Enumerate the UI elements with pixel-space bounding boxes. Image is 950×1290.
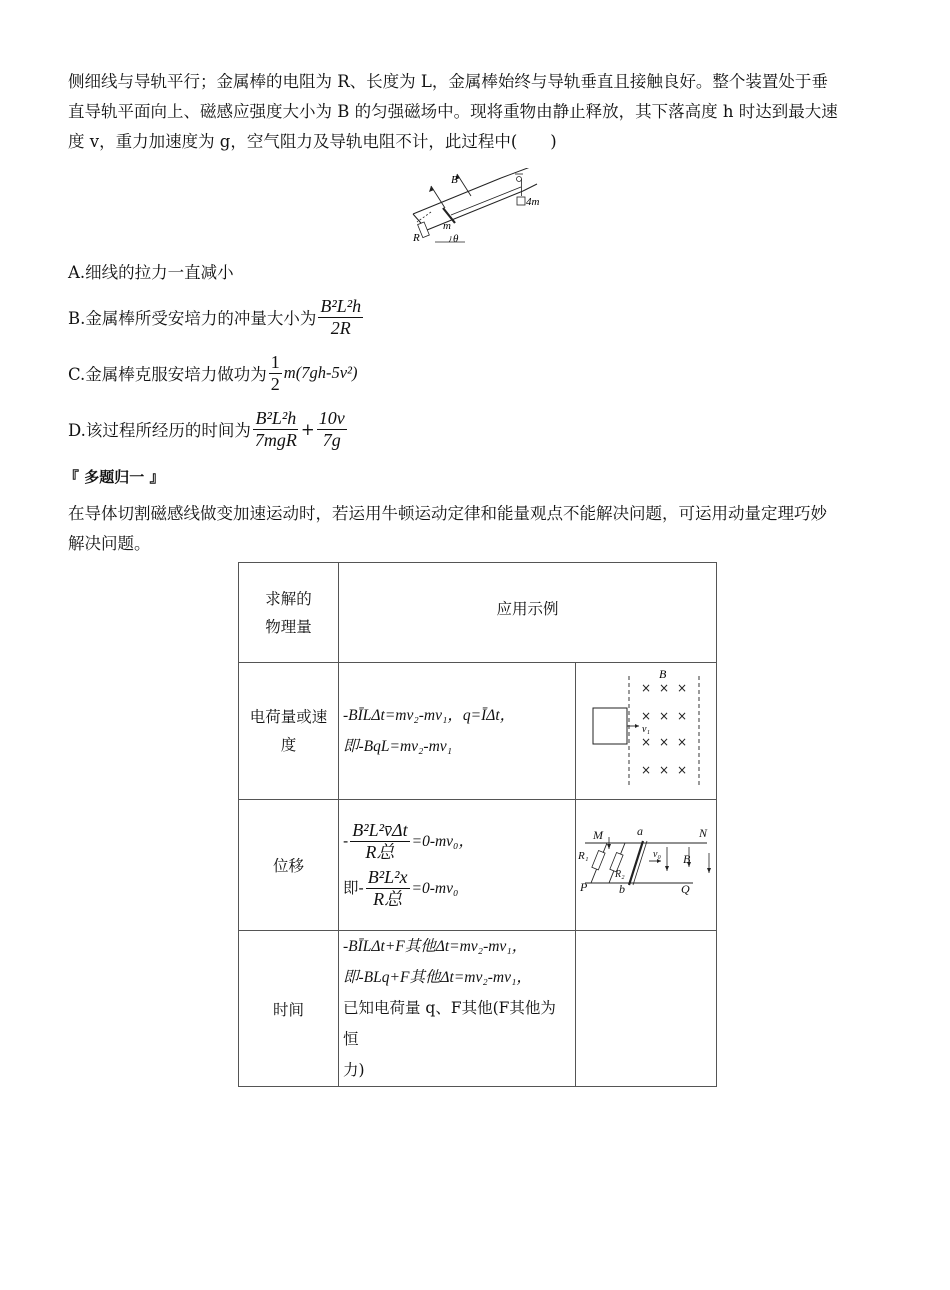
option-c-prefix: C.金属棒克服安培力做功为 bbox=[68, 365, 267, 384]
option-b-fraction bbox=[318, 296, 363, 339]
row1-label-line-2: 度 bbox=[280, 736, 297, 754]
row2-formula-line-2 bbox=[343, 867, 569, 910]
svg-text:×: × bbox=[677, 735, 688, 749]
svg-text:×: × bbox=[641, 681, 652, 695]
option-d bbox=[68, 406, 349, 452]
option-d-numerator-1: B²L²h bbox=[255, 407, 297, 428]
svg-text:×: × bbox=[641, 709, 652, 723]
option-d-plus: + bbox=[300, 419, 315, 439]
option-b-prefix: B.金属棒所受安培力的冲量大小为 bbox=[68, 309, 317, 328]
row2-formula-2-tail: =0-mv₀ bbox=[411, 880, 459, 897]
row2-formula-1-tail: =0-mv₀， bbox=[411, 833, 474, 850]
row2-formula-2-prefix: 即- bbox=[343, 879, 364, 897]
svg-text:×: × bbox=[659, 735, 670, 749]
figure-label-theta: θ bbox=[453, 233, 459, 245]
option-d-fraction-2 bbox=[317, 408, 347, 451]
row1-formula-line-1: -BĪLΔt=mv₂-mv₁，q=ĪΔt， bbox=[343, 707, 516, 724]
svg-text:×: × bbox=[659, 709, 670, 723]
row1-formula-line-2: 即-BqL=mv₂-mv₁ bbox=[343, 738, 453, 755]
table-row bbox=[239, 663, 717, 800]
row3-formula bbox=[339, 931, 576, 1087]
svg-text:×: × bbox=[641, 763, 652, 777]
svg-text:×: × bbox=[677, 763, 688, 777]
momentum-theorem-table bbox=[238, 562, 717, 1087]
row1-label bbox=[239, 663, 339, 800]
incline-rail-figure bbox=[405, 168, 555, 250]
row2-diagram-label-a: a bbox=[637, 824, 643, 838]
section-heading: 『 多题归一 』 bbox=[64, 468, 165, 486]
row2-fraction-1 bbox=[350, 820, 409, 863]
figure-label-weight: 4m bbox=[526, 196, 540, 208]
option-d-numerator-2: 10v bbox=[318, 407, 345, 428]
option-b-denominator: 2R bbox=[330, 317, 351, 338]
svg-text:×: × bbox=[659, 763, 670, 777]
row3-line-2: 即-BLq+F其他Δt=mv₂-mv₁， bbox=[343, 969, 532, 986]
figure-label-m: m bbox=[443, 220, 451, 232]
svg-text:×: × bbox=[659, 681, 670, 695]
option-a-text: A.细线的拉力一直减小 bbox=[68, 263, 234, 282]
option-b bbox=[68, 294, 365, 340]
row2-diagram-label-B: B bbox=[683, 852, 691, 866]
magnetic-field-square-loop-diagram bbox=[577, 664, 715, 798]
row2-diagram-label-M: M bbox=[593, 828, 603, 842]
svg-text:×: × bbox=[641, 735, 652, 749]
option-d-denominator-1: 7mgR bbox=[254, 429, 297, 450]
row3-line-1: -BĪLΔt+F其他Δt=mv₂-mv₁， bbox=[343, 938, 528, 955]
row3-line-4: 力) bbox=[343, 1061, 365, 1079]
row2-diagram-label-v0: v₀ bbox=[653, 849, 661, 860]
rails-resistors-diagram bbox=[577, 801, 715, 929]
option-c-numerator: 1 bbox=[270, 351, 280, 372]
option-c-fraction bbox=[269, 352, 282, 395]
option-a bbox=[68, 258, 234, 284]
svg-text:×: × bbox=[677, 681, 688, 695]
row2-fraction-2 bbox=[366, 867, 410, 910]
table-row bbox=[239, 931, 717, 1087]
row3-label: 时间 bbox=[239, 931, 339, 1087]
question-stem-line-1: 侧细线与导轨平行；金属棒的电阻为 R、长度为 L，金属棒始终与导轨垂直且接触良好。整个装置处于垂 bbox=[68, 72, 828, 91]
option-c-denominator: 2 bbox=[270, 373, 280, 394]
row2-fraction-2-denominator: R总 bbox=[373, 889, 403, 909]
row2-diagram-label-N: N bbox=[699, 826, 708, 840]
option-c bbox=[68, 350, 357, 396]
row2-diagram-cell bbox=[576, 800, 717, 931]
row2-diagram-label-Q: Q bbox=[681, 882, 690, 896]
header-example: 应用示例 bbox=[339, 563, 717, 663]
row2-diagram-label-b: b bbox=[619, 882, 625, 896]
row1-diagram-label-B: B bbox=[659, 667, 667, 681]
table-row bbox=[239, 800, 717, 931]
option-c-suffix: m(7gh-5v²) bbox=[283, 363, 358, 382]
row2-fraction-2-numerator: B²L²x bbox=[367, 867, 408, 887]
row3-line-3: 已知电荷量 q、F其他(F其他为恒 bbox=[343, 999, 556, 1048]
option-d-prefix: D.该过程所经历的时间为 bbox=[68, 421, 251, 440]
row2-fraction-1-denominator: R总 bbox=[365, 842, 395, 862]
table-header-row bbox=[239, 563, 717, 663]
header-quantity bbox=[239, 563, 339, 663]
option-d-fraction-1 bbox=[253, 408, 299, 451]
question-stem-line-3: 度 v，重力加速度为 g，空气阻力及导轨电阻不计，此过程中( ) bbox=[68, 132, 557, 151]
svg-text:×: × bbox=[677, 709, 688, 723]
row2-formula-line-1: - $\frac{\text{B²L²v̄Δt}}{\text{R总}}$ =0-mv₀， bbox=[343, 820, 474, 862]
row2-diagram-label-R1: R₁ bbox=[578, 850, 589, 862]
option-d-denominator-2: 7g bbox=[322, 429, 341, 450]
row1-formula bbox=[339, 663, 576, 800]
row2-formula bbox=[339, 800, 576, 931]
option-b-numerator: B²L²h bbox=[320, 295, 362, 316]
row1-diagram-cell bbox=[576, 663, 717, 800]
row1-label-line-1: 电荷量或速 bbox=[249, 708, 328, 726]
section-text-line-1: 在导体切割磁感线做变加速运动时，若运用牛顿运动定律和能量观点不能解决问题，可运用动量定理巧妙 bbox=[68, 504, 827, 523]
row2-label: 位移 bbox=[239, 800, 339, 931]
row2-fraction-1-numerator: B²L²v̄Δt bbox=[352, 820, 408, 840]
question-stem-line-2: 直导轨平面向上、磁感应强度大小为 B 的匀强磁场中。现将重物由静止释放，其下落高度 h 时达到最大速 bbox=[68, 102, 838, 121]
figure-label-B: B bbox=[451, 174, 458, 186]
row3-empty-cell bbox=[576, 931, 717, 1087]
row2-diagram-label-R2: R₂ bbox=[615, 869, 625, 880]
figure-label-R: R bbox=[413, 232, 420, 244]
header-quantity-line-2: 物理量 bbox=[265, 617, 312, 636]
header-quantity-line-1: 求解的 bbox=[265, 589, 312, 608]
row1-diagram-label-v: v₁ bbox=[642, 724, 650, 735]
row2-diagram-label-P: P bbox=[580, 880, 588, 894]
section-text-line-2: 解决问题。 bbox=[68, 534, 151, 553]
